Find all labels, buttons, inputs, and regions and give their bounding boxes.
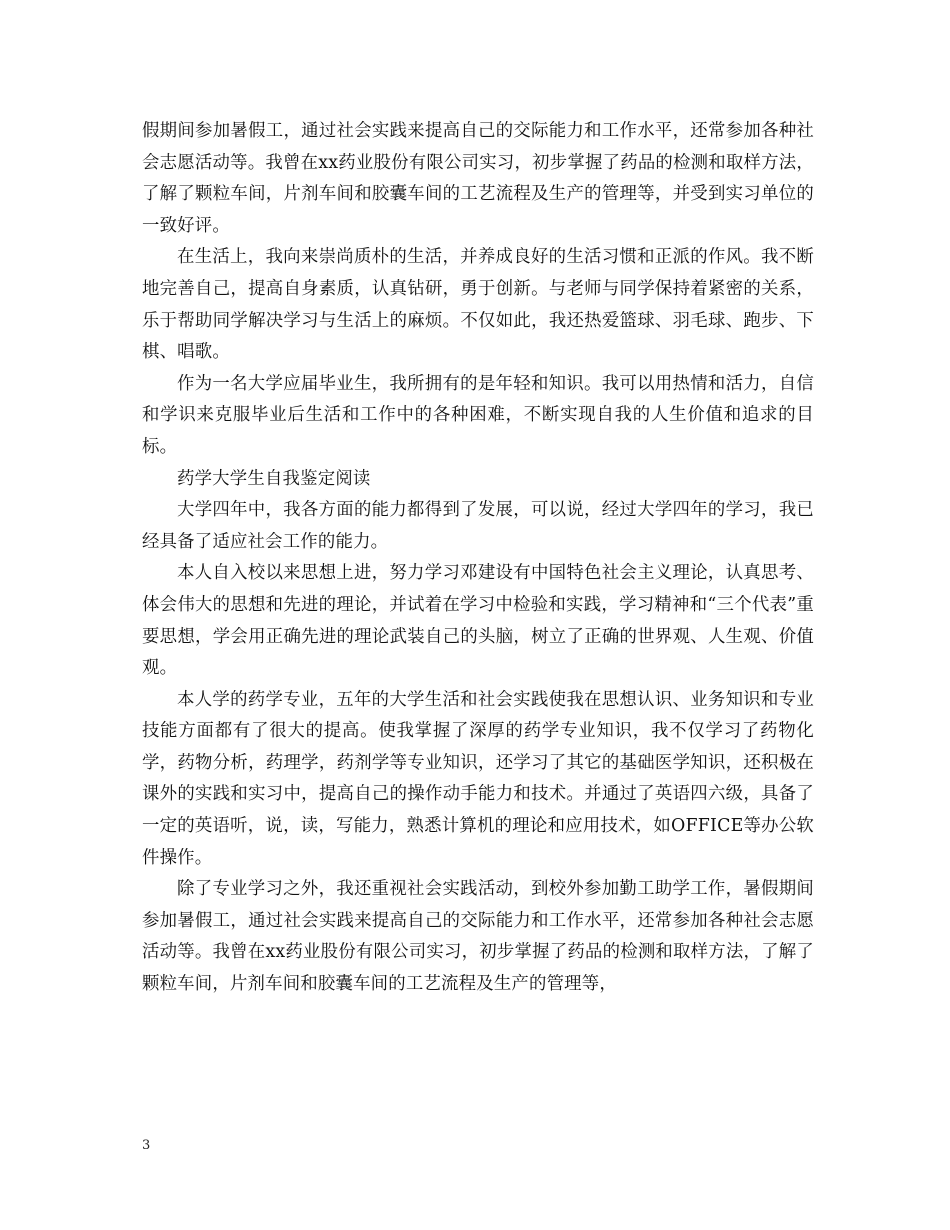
paragraph-1: 假期间参加暑假工，通过社会实践来提高自己的交际能力和工作水平，还常参加各种社会志愿活动等。我曾在xx药业股份有限公司实习，初步掌握了药品的检测和取样方法，了解了颗粒车间，片剂车间和胶囊车间的工艺流程及生产的管理等，并受到实习单位的一致好评。 <box>142 121 814 236</box>
page-number: 3 <box>142 1138 151 1153</box>
paragraph-3: 作为一名大学应届毕业生，我所拥有的是年轻和知识。我可以用热情和活力，自信和学识来克服毕业后生活和工作中的各种困难，不断实现自我的人生价值和追求的目标。 <box>142 373 814 457</box>
paragraph-7: 本人学的药学专业，五年的大学生活和社会实践使我在思想认识、业务知识和专业技能方面都有了很大的提高。使我掌握了深厚的药学专业知识，我不仅学习了药物化学，药物分析，药理学，药剂学等专业知识，还学习了其它的基础医学知识，还积极在课外的实践和实习中，提高自己的操作动手能力和技术。并通过了英语四六级，具备了一定的英语听，说，读，写能力，熟悉计算机的理论和应用技术，如OFFICE等办公软件操作。 <box>142 689 814 868</box>
paragraph-5: 大学四年中，我各方面的能力都得到了发展，可以说，经过大学四年的学习，我已经具备了适应社会工作的能力。 <box>142 500 814 552</box>
paragraph-2: 在生活上，我向来崇尚质朴的生活，并养成良好的生活习惯和正派的作风。我不断地完善自己，提高自身素质，认真钻研，勇于创新。与老师与同学保持着紧密的关系，乐于帮助同学解决学习与生活上的麻烦。不仅如此，我还热爱篮球、羽毛球、跑步、下棋、唱歌。 <box>142 247 814 363</box>
paragraph-6: 本人自入校以来思想上进，努力学习邓建设有中国特色社会主义理论，认真思考、体会伟大的思想和先进的理论，并试着在学习中检验和实践，学习精神和“三个代表”重要思想，学会用正确先进的理论武装自己的头脑，树立了正确的世界观、人生观、价值观。 <box>142 563 814 679</box>
document-body <box>142 116 814 1001</box>
section-heading: 药学大学生自我鉴定阅读 <box>177 468 371 489</box>
paragraph-8: 除了专业学习之外，我还重视社会实践活动，到校外参加勤工助学工作，暑假期间参加暑假工，通过社会实践来提高自己的交际能力和工作水平，还常参加各种社会志愿活动等。我曾在xx药业股份有限公司实习，初步掌握了药品的检测和取样方法，了解了颗粒车间，片剂车间和胶囊车间的工艺流程及生产的管理等， <box>142 879 814 995</box>
